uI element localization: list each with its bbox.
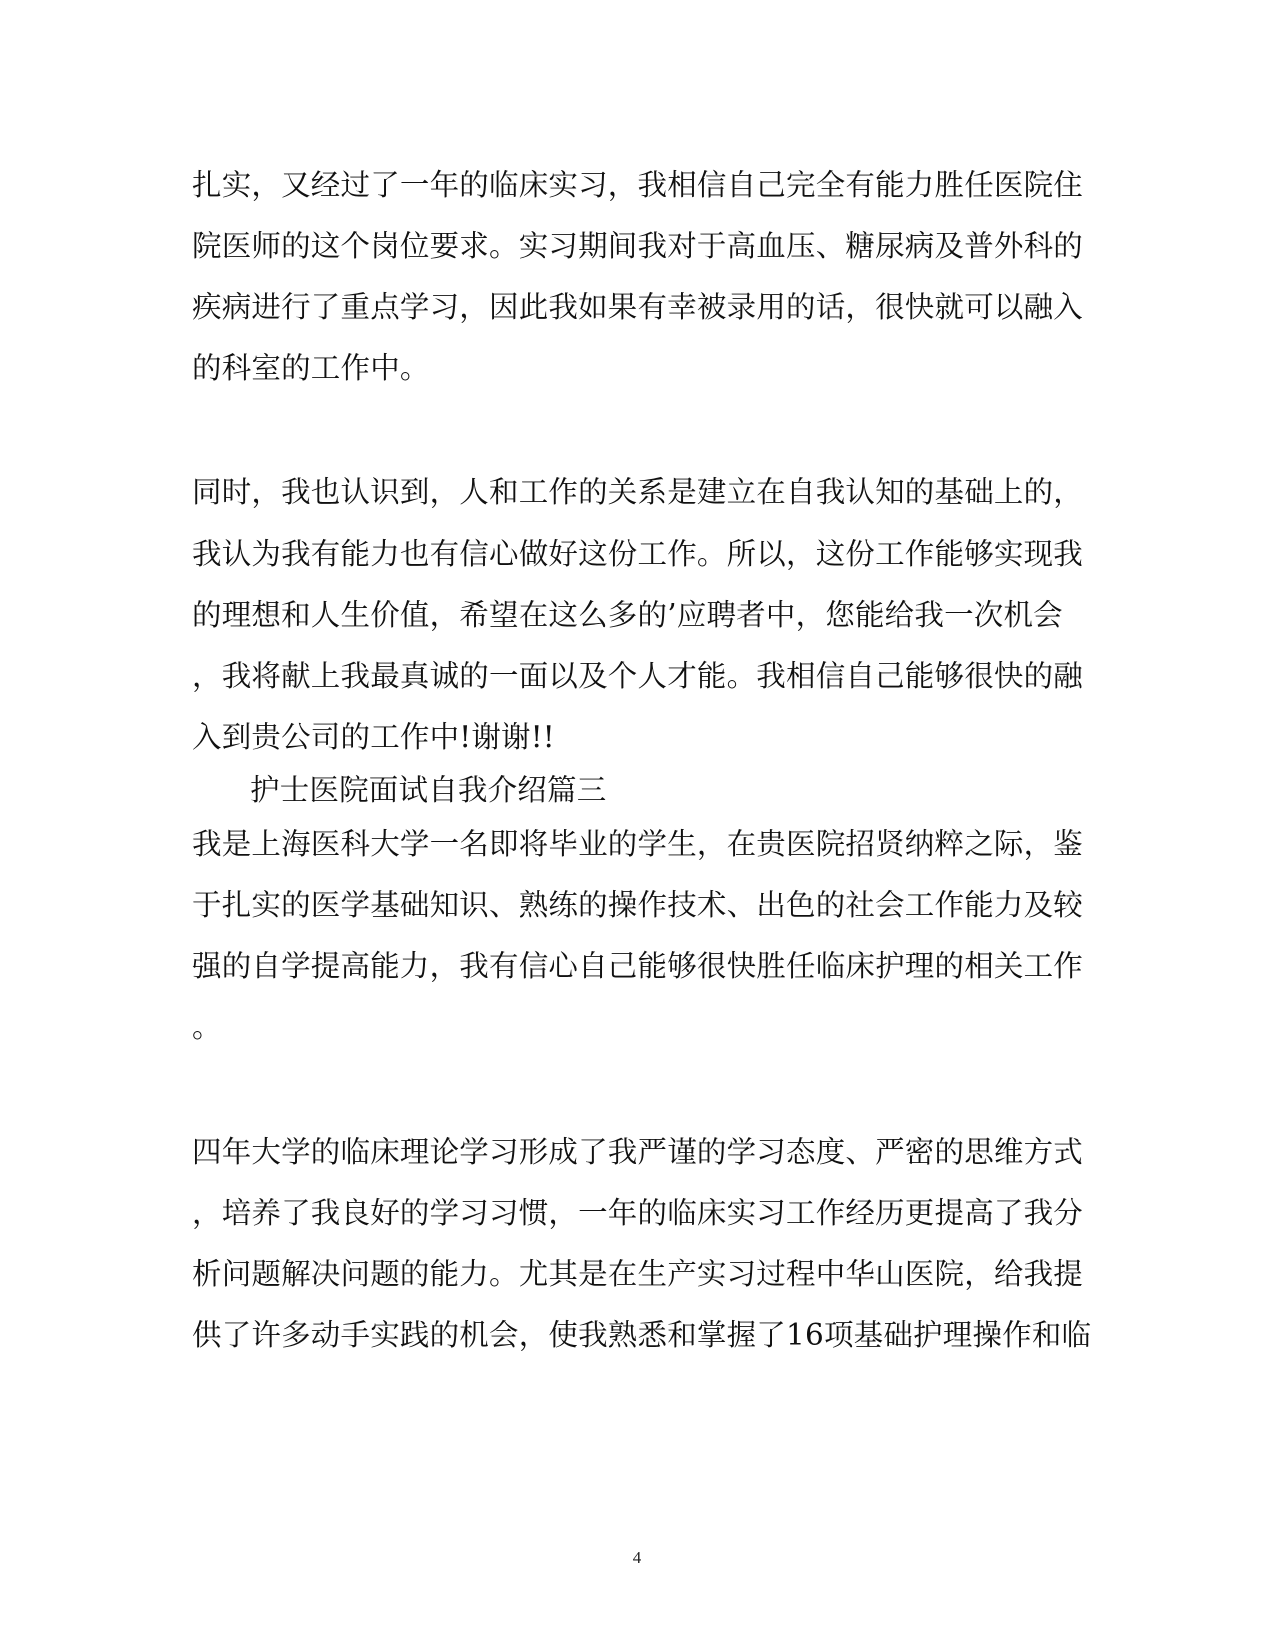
paragraph-3-line-3: 强的自学提高能力，我有信心自己能够很快胜任临床护理的相关工作 <box>192 949 1084 983</box>
paragraph-4-line-1: 四年大学的临床理论学习形成了我严谨的学习态度、严密的思维方式 <box>192 1135 1084 1169</box>
paragraph-4-line-3: 析问题解决问题的能力。尤其是在生产实习过程中华山医院，给我提 <box>192 1257 1084 1291</box>
paragraph-1-line-2: 院医师的这个岗位要求。实习期间我对于高血压、糖尿病及普外科的 <box>192 229 1084 263</box>
paragraph-2-line-1: 同时，我也认识到，人和工作的关系是建立在自我认知的基础上的， <box>192 475 1084 509</box>
paragraph-1-line-3: 疾病进行了重点学习，因此我如果有幸被录用的话，很快就可以融入 <box>192 290 1084 324</box>
paragraph-2-line-4: ，我将献上我最真诚的一面以及个人才能。我相信自己能够很快的融 <box>192 659 1084 693</box>
paragraph-2-line-5: 入到贵公司的工作中!谢谢!! <box>192 720 555 754</box>
section-heading: 护士医院面试自我介绍篇三 <box>250 773 607 807</box>
page-number: 4 <box>632 1548 642 1567</box>
paragraph-3-line-2: 于扎实的医学基础知识、熟练的操作技术、出色的社会工作能力及较 <box>192 888 1084 922</box>
paragraph-2-line-3: 的理想和人生价值，希望在这么多的’应聘者中，您能给我一次机会 <box>192 598 1063 632</box>
paragraph-3-line-1: 我是上海医科大学一名即将毕业的学生，在贵医院招贤纳粹之际，鉴 <box>192 827 1084 861</box>
paragraph-1-line-4: 的科室的工作中。 <box>192 351 430 385</box>
paragraph-4-line-2: ，培养了我良好的学习习惯，一年的临床实习工作经历更提高了我分 <box>192 1196 1084 1230</box>
paragraph-4-line-4: 供了许多动手实践的机会，使我熟悉和掌握了16项基础护理操作和临 <box>192 1318 1092 1352</box>
paragraph-3-line-4: 。 <box>192 1010 222 1044</box>
paragraph-1-line-1: 扎实，又经过了一年的临床实习，我相信自己完全有能力胜任医院住 <box>192 168 1084 202</box>
paragraph-2-line-2: 我认为我有能力也有信心做好这份工作。所以，这份工作能够实现我 <box>192 537 1084 571</box>
